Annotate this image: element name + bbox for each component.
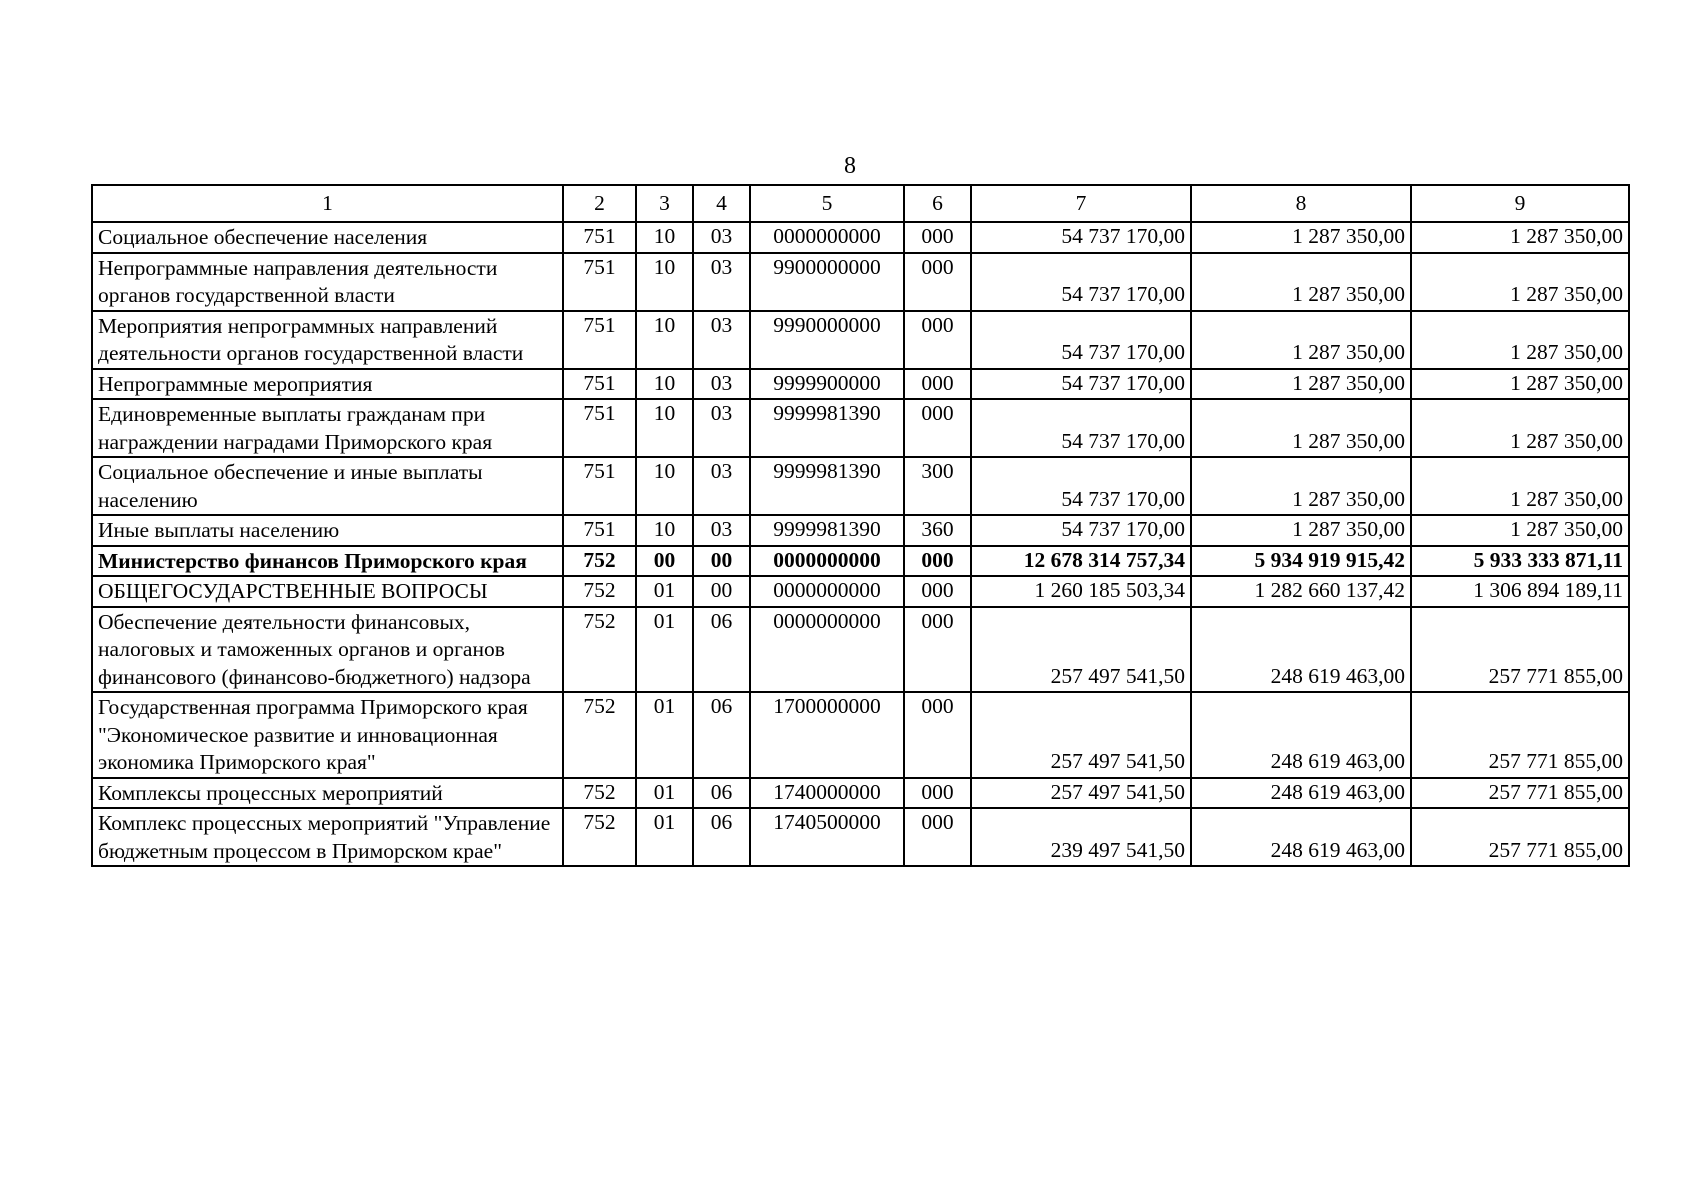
amount-col-9: 257 771 855,00 <box>1411 692 1629 778</box>
row-label: ОБЩЕГОСУДАРСТВЕННЫЕ ВОПРОСЫ <box>92 576 563 607</box>
target-article-code: 1700000000 <box>750 692 904 778</box>
table-body <box>92 185 1629 866</box>
table-row <box>92 399 1629 457</box>
row-label: Министерство финансов Приморского края <box>92 546 563 577</box>
section-code: 10 <box>636 369 693 400</box>
admin-code: 751 <box>563 399 636 457</box>
target-article-code: 9999900000 <box>750 369 904 400</box>
amount-col-7: 12 678 314 757,34 <box>971 546 1191 577</box>
budget-table <box>91 184 1630 867</box>
amount-col-9: 1 287 350,00 <box>1411 457 1629 515</box>
section-code: 10 <box>636 399 693 457</box>
table-header-row <box>92 185 1629 222</box>
amount-col-9: 1 287 350,00 <box>1411 399 1629 457</box>
amount-col-8: 248 619 463,00 <box>1191 778 1411 809</box>
subsection-code: 03 <box>693 253 750 311</box>
admin-code: 752 <box>563 607 636 693</box>
section-code: 01 <box>636 576 693 607</box>
expense-type-code: 000 <box>904 369 971 400</box>
subsection-code: 00 <box>693 576 750 607</box>
admin-code: 751 <box>563 311 636 369</box>
amount-col-9: 257 771 855,00 <box>1411 808 1629 866</box>
amount-col-9: 1 287 350,00 <box>1411 311 1629 369</box>
amount-col-8: 1 287 350,00 <box>1191 369 1411 400</box>
amount-col-8: 1 287 350,00 <box>1191 222 1411 253</box>
amount-col-7: 54 737 170,00 <box>971 399 1191 457</box>
column-header: 1 <box>92 185 563 222</box>
section-code: 10 <box>636 311 693 369</box>
amount-col-8: 248 619 463,00 <box>1191 607 1411 693</box>
amount-col-8: 1 287 350,00 <box>1191 311 1411 369</box>
admin-code: 752 <box>563 576 636 607</box>
amount-col-9: 5 933 333 871,11 <box>1411 546 1629 577</box>
page-number: 8 <box>844 153 856 179</box>
amount-col-8: 248 619 463,00 <box>1191 808 1411 866</box>
amount-col-9: 1 287 350,00 <box>1411 222 1629 253</box>
target-article-code: 9990000000 <box>750 311 904 369</box>
section-code: 01 <box>636 808 693 866</box>
column-header: 8 <box>1191 185 1411 222</box>
row-label: Непрограммные направления деятельности органов государственной власти <box>92 253 563 311</box>
amount-col-9: 1 306 894 189,11 <box>1411 576 1629 607</box>
expense-type-code: 360 <box>904 515 971 546</box>
amount-col-7: 54 737 170,00 <box>971 222 1191 253</box>
amount-col-8: 1 282 660 137,42 <box>1191 576 1411 607</box>
row-label: Комплекс процессных мероприятий "Управление бюджетным процессом в Приморском крае" <box>92 808 563 866</box>
row-label: Мероприятия непрограммных направлений деятельности органов государственной власти <box>92 311 563 369</box>
row-label: Государственная программа Приморского края "Экономическое развитие и инновационная экономика Приморского края" <box>92 692 563 778</box>
expense-type-code: 000 <box>904 222 971 253</box>
subsection-code: 03 <box>693 222 750 253</box>
expense-type-code: 000 <box>904 607 971 693</box>
table-row <box>92 546 1629 577</box>
target-article-code: 0000000000 <box>750 222 904 253</box>
expense-type-code: 000 <box>904 253 971 311</box>
subsection-code: 00 <box>693 546 750 577</box>
expense-type-code: 000 <box>904 808 971 866</box>
amount-col-8: 1 287 350,00 <box>1191 253 1411 311</box>
section-code: 10 <box>636 253 693 311</box>
amount-col-7: 239 497 541,50 <box>971 808 1191 866</box>
column-header: 4 <box>693 185 750 222</box>
column-header: 2 <box>563 185 636 222</box>
subsection-code: 03 <box>693 515 750 546</box>
table-row <box>92 457 1629 515</box>
admin-code: 752 <box>563 692 636 778</box>
section-code: 00 <box>636 546 693 577</box>
table-row <box>92 222 1629 253</box>
target-article-code: 1740000000 <box>750 778 904 809</box>
row-label: Комплексы процессных мероприятий <box>92 778 563 809</box>
table-row <box>92 253 1629 311</box>
expense-type-code: 000 <box>904 576 971 607</box>
section-code: 01 <box>636 607 693 693</box>
expense-type-code: 000 <box>904 399 971 457</box>
expense-type-code: 000 <box>904 778 971 809</box>
amount-col-9: 257 771 855,00 <box>1411 607 1629 693</box>
expense-type-code: 000 <box>904 311 971 369</box>
subsection-code: 06 <box>693 692 750 778</box>
table-row <box>92 607 1629 693</box>
table-row <box>92 311 1629 369</box>
amount-col-8: 1 287 350,00 <box>1191 399 1411 457</box>
row-label: Обеспечение деятельности финансовых, налоговых и таможенных органов и органов финансового (финансово-бюджетного) надзора <box>92 607 563 693</box>
subsection-code: 03 <box>693 311 750 369</box>
table-row <box>92 515 1629 546</box>
expense-type-code: 300 <box>904 457 971 515</box>
target-article-code: 0000000000 <box>750 607 904 693</box>
target-article-code: 9999981390 <box>750 399 904 457</box>
amount-col-9: 1 287 350,00 <box>1411 369 1629 400</box>
amount-col-8: 5 934 919 915,42 <box>1191 546 1411 577</box>
admin-code: 752 <box>563 546 636 577</box>
amount-col-9: 1 287 350,00 <box>1411 515 1629 546</box>
table-row <box>92 778 1629 809</box>
row-label: Иные выплаты населению <box>92 515 563 546</box>
subsection-code: 03 <box>693 369 750 400</box>
amount-col-9: 1 287 350,00 <box>1411 253 1629 311</box>
row-label: Социальное обеспечение и иные выплаты населению <box>92 457 563 515</box>
subsection-code: 03 <box>693 399 750 457</box>
admin-code: 751 <box>563 457 636 515</box>
section-code: 10 <box>636 515 693 546</box>
amount-col-7: 54 737 170,00 <box>971 311 1191 369</box>
expense-type-code: 000 <box>904 546 971 577</box>
table-row <box>92 808 1629 866</box>
section-code: 01 <box>636 778 693 809</box>
target-article-code: 1740500000 <box>750 808 904 866</box>
amount-col-8: 1 287 350,00 <box>1191 457 1411 515</box>
amount-col-7: 54 737 170,00 <box>971 457 1191 515</box>
column-header: 6 <box>904 185 971 222</box>
target-article-code: 9900000000 <box>750 253 904 311</box>
row-label: Социальное обеспечение населения <box>92 222 563 253</box>
amount-col-7: 257 497 541,50 <box>971 607 1191 693</box>
section-code: 10 <box>636 457 693 515</box>
amount-col-7: 54 737 170,00 <box>971 253 1191 311</box>
column-header: 7 <box>971 185 1191 222</box>
amount-col-9: 257 771 855,00 <box>1411 778 1629 809</box>
column-header: 3 <box>636 185 693 222</box>
table-row <box>92 369 1629 400</box>
row-label: Единовременные выплаты гражданам при награждении наградами Приморского края <box>92 399 563 457</box>
amount-col-7: 54 737 170,00 <box>971 515 1191 546</box>
column-header: 5 <box>750 185 904 222</box>
amount-col-7: 257 497 541,50 <box>971 778 1191 809</box>
expense-type-code: 000 <box>904 692 971 778</box>
target-article-code: 0000000000 <box>750 546 904 577</box>
row-label: Непрограммные мероприятия <box>92 369 563 400</box>
target-article-code: 9999981390 <box>750 515 904 546</box>
subsection-code: 03 <box>693 457 750 515</box>
admin-code: 751 <box>563 222 636 253</box>
admin-code: 752 <box>563 778 636 809</box>
amount-col-8: 248 619 463,00 <box>1191 692 1411 778</box>
table-row <box>92 576 1629 607</box>
amount-col-7: 54 737 170,00 <box>971 369 1191 400</box>
amount-col-7: 1 260 185 503,34 <box>971 576 1191 607</box>
amount-col-7: 257 497 541,50 <box>971 692 1191 778</box>
admin-code: 751 <box>563 515 636 546</box>
section-code: 01 <box>636 692 693 778</box>
table-row <box>92 692 1629 778</box>
admin-code: 751 <box>563 369 636 400</box>
target-article-code: 9999981390 <box>750 457 904 515</box>
admin-code: 752 <box>563 808 636 866</box>
subsection-code: 06 <box>693 607 750 693</box>
admin-code: 751 <box>563 253 636 311</box>
target-article-code: 0000000000 <box>750 576 904 607</box>
amount-col-8: 1 287 350,00 <box>1191 515 1411 546</box>
section-code: 10 <box>636 222 693 253</box>
subsection-code: 06 <box>693 808 750 866</box>
subsection-code: 06 <box>693 778 750 809</box>
column-header: 9 <box>1411 185 1629 222</box>
